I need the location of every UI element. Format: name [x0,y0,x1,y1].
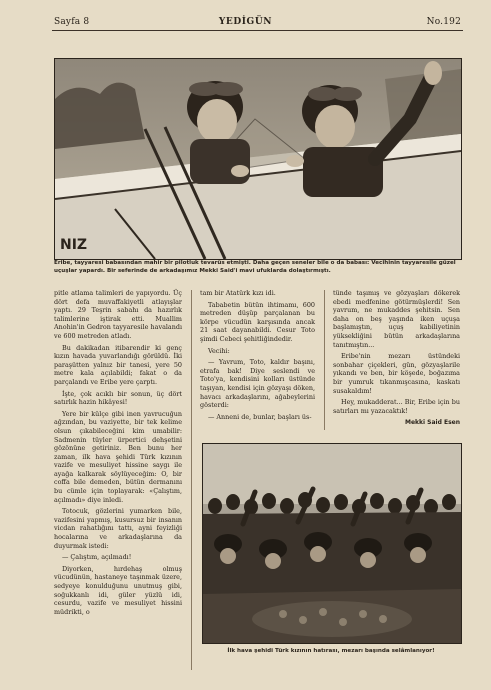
paragraph: Totocuk, gözlerini yumarken bile, vazifesini yapmış, kusursuz bir insanın vicdan rahatlığını tattı, ayni feyizliği hocalarına ve arkadaşlarına da duyurmak istedi: [54,507,182,550]
paragraph: Hey, mukadderat... Bir, Eribe için bu satırları mı yazacaktık! [333,398,460,415]
text-column-3 [333,289,460,428]
column-divider [324,290,325,430]
photo2-caption: İlk hava şehidi Türk kızının hatırası, mezarı başında selâmlanıyor! [227,648,435,654]
paragraph: Eribe'nin mezarı üstündeki sonbahar çiçekleri, gün, gözyaşlarile yıkandı ve ben, bir köşede, boğazıma bir yumruk tıkanmışcasına, kaskatı susakaldım! [333,352,460,395]
paragraph: Vecihi: [208,346,230,355]
paragraph: Tababetin bütün ihtimamı, 600 metreden düşüp parçalanan bu körpe vücudün karşısında ancak 21 saat dayanabildi. Cesur Toto şimdi Cebeci şehitliğindedir. [200,300,315,343]
paragraph: Bu dakikadan itibarendir ki genç kızın havada yuvarlandığı görüldü. İki paraşütten yalnız bir tanesi, yere 50 metre kala açılabildi; fakat o da parçalandı ve Eribe yere çarptı. [54,343,182,386]
column-divider [191,290,192,670]
author-signature: Mekki Said Esen [405,419,460,427]
text-column-1 [54,289,182,619]
paragraph: tam bir Atatürk kızı idi. [200,289,276,297]
paragraph: — Anneni de, bunlar, başları üs- [208,412,312,421]
header-rule [52,30,463,31]
page-number: Sayfa 8 [54,17,90,27]
paragraph: tünde taşımış ve gözyaşları dökerek ebedi medfenine götürmüşlerdi! Sen yavrum, ne mukaddes şehitsin. Sen daha on beş yaşında iken uçuşa başlamıştın, uçuş kabiliyetinin yüksekliğini bütün arkadaşlarına tanıtmıştın... [333,289,460,349]
magazine-title: YEDİGÜN [218,17,273,27]
plane-marking: NIZ [60,237,88,253]
text-column-2 [200,289,315,424]
paragraph: İşte, çok acıklı bir sonun, üç dört satırlık hazin hikâyesi! [54,389,182,407]
issue-number: No.192 [426,17,461,27]
paragraph: — Yavrum, Toto, kaldır başını, etrafa bak! Diye seslendi ve Toto'ya, kendisini kolları üstünde taşıyan, kendisi için gözyaşı döken, havacı arkadaşlarını, ağabeylerini gösterdi: [200,358,315,410]
photo1-caption: Eribe, tayyaresi babasından mahir bir pilotluk tevarüs etmişti. Daha geçen seneler bile o da babası: Vecihinin tayyaresile güzel uçuşlar yapardı. Bir seferinde de arkadaşımız Mekki Said'i mavi ufuklarda dolaştırmıştı. [54,260,456,274]
ceremony-photo [202,443,462,644]
paragraph: Yere bir külçe gibi inen yavrucuğun ağzından, bu vaziyette, bir tek kelime olsun çıkabileceğini kim umabilir: Sadmenin tüyler ürpertici dehşetini gözönüne getiriniz. Ben bunu her zaman, ilk hava şehidi Türk kızının vazife ve mesuliyet hissine saygı ile ayağa kalkarak söylüyeceğim: O, bir coffa bile demeden, bütün dermanını bu cümle için toplayarak: «Çalıştım, açılmadı» diye inledi. [54,409,182,504]
pilots-photo [54,58,462,260]
paragraph: pitle atlama talimleri de yapıyordu. Üç dört defa muvaffakiyetli atlayışlar yaptı. 29 Teşrin sabahı da hazırlık talimlerine iştirak etti. Muallim Anohin'in Gedron tayyaresile havalandı ve 600 metreden atladı. [54,289,182,340]
paragraph: Diyorken, hırdehaş olmuş vücudünün, hastaneye taşınmak üzere, sedyeye konulduğunu unutmuş gibi, soğukkanlı idi, güler yüzlü idi, cesurdu, vazife ve mesuliyet hissini müdrikti, o [54,564,182,616]
paragraph: — Çalıştım, açılmadı! [62,553,132,562]
